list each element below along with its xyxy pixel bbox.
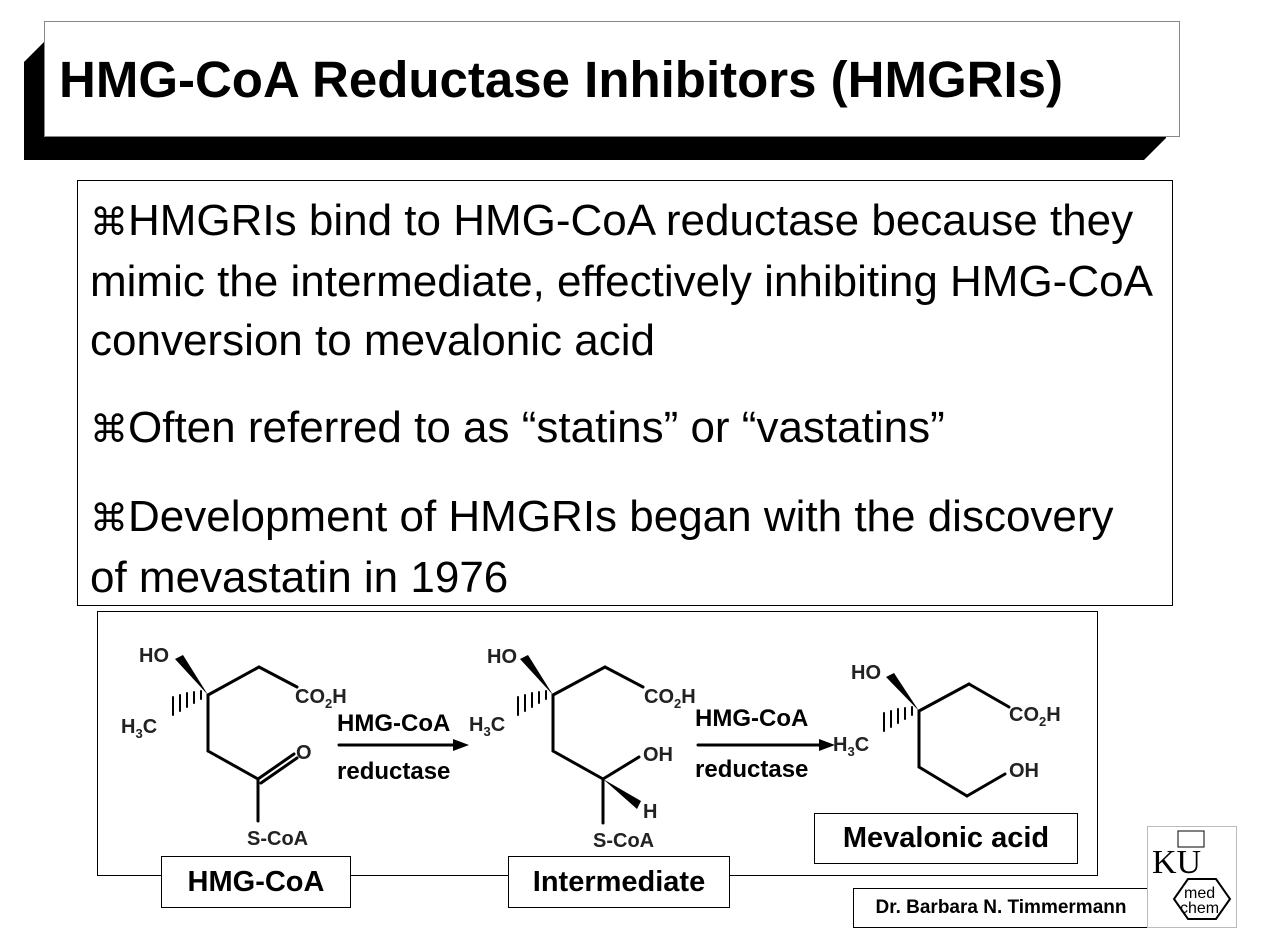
wedge-bond (603, 779, 641, 809)
mevalonic-acid-structure (884, 684, 1009, 796)
atom-label: OH (643, 744, 673, 766)
bullet-text: Often referred to as “statins” or “vastatins” (128, 403, 945, 452)
atom-label: $H_3C$ (833, 734, 870, 759)
atom-label: HO (487, 646, 517, 668)
atom-label: S-CoA (593, 830, 655, 852)
atom-label: $CO_2H$ (1009, 704, 1061, 729)
ku-medchem-logo (1147, 826, 1237, 928)
svg-text:med: med (1184, 885, 1216, 902)
wedge-bond (520, 655, 553, 695)
ku-logo-icon (1148, 827, 1236, 927)
svg-text:HMG-CoA: HMG-CoA (695, 705, 809, 732)
atom-label: HO (851, 662, 881, 684)
intermediate-structure (518, 667, 643, 823)
mevalonic-acid-label: Mevalonic acid (814, 813, 1078, 864)
atom-label: H (643, 801, 658, 823)
svg-text:reductase: reductase (337, 758, 451, 785)
slide-title: HMG-CoA Reductase Inhibitors (HMGRIs) (59, 50, 1063, 108)
atom-label: O (296, 742, 312, 764)
atom-label: $H_3C$ (121, 716, 158, 741)
atom-label: OH (1009, 760, 1039, 782)
author-credit: Dr. Barbara N. Timmermann (853, 888, 1149, 928)
title-banner (44, 21, 1180, 137)
svg-text:reductase: reductase (695, 756, 809, 783)
svg-text:HMG-CoA: HMG-CoA (337, 710, 451, 737)
wedge-bond (886, 673, 919, 711)
atom-label: $CO_2H$ (295, 686, 347, 711)
atom-label: $CO_2H$ (644, 686, 696, 711)
reaction-arrow (695, 705, 835, 783)
atom-label: HO (139, 645, 169, 667)
atom-label: S-CoA (247, 828, 309, 850)
svg-text:chem: chem (1180, 900, 1220, 917)
bullet-icon: ⌘ (90, 200, 128, 244)
bullet-list (77, 180, 1173, 606)
bullet-text: Development of HMGRIs began with the discovery of mevastatin in 1976 (90, 492, 1114, 602)
bullet-icon: ⌘ (90, 496, 128, 540)
svg-text:KU: KU (1152, 844, 1202, 881)
hmg-coa-structure (173, 667, 297, 821)
wedge-bond (175, 655, 208, 695)
bullet-item (90, 487, 1160, 607)
bullet-item (90, 398, 1160, 459)
reaction-arrow (337, 710, 469, 785)
bullet-text: HMGRIs bind to HMG-CoA reductase because they mimic the intermediate, effectively inhibiting HMG-CoA conversion to mevalonic acid (90, 196, 1151, 365)
hmg-coa-label: HMG-CoA (161, 856, 351, 908)
bullet-icon: ⌘ (90, 407, 128, 451)
atom-label: $H_3C$ (469, 714, 506, 739)
bullet-item (90, 191, 1160, 370)
intermediate-label: Intermediate (508, 856, 730, 908)
